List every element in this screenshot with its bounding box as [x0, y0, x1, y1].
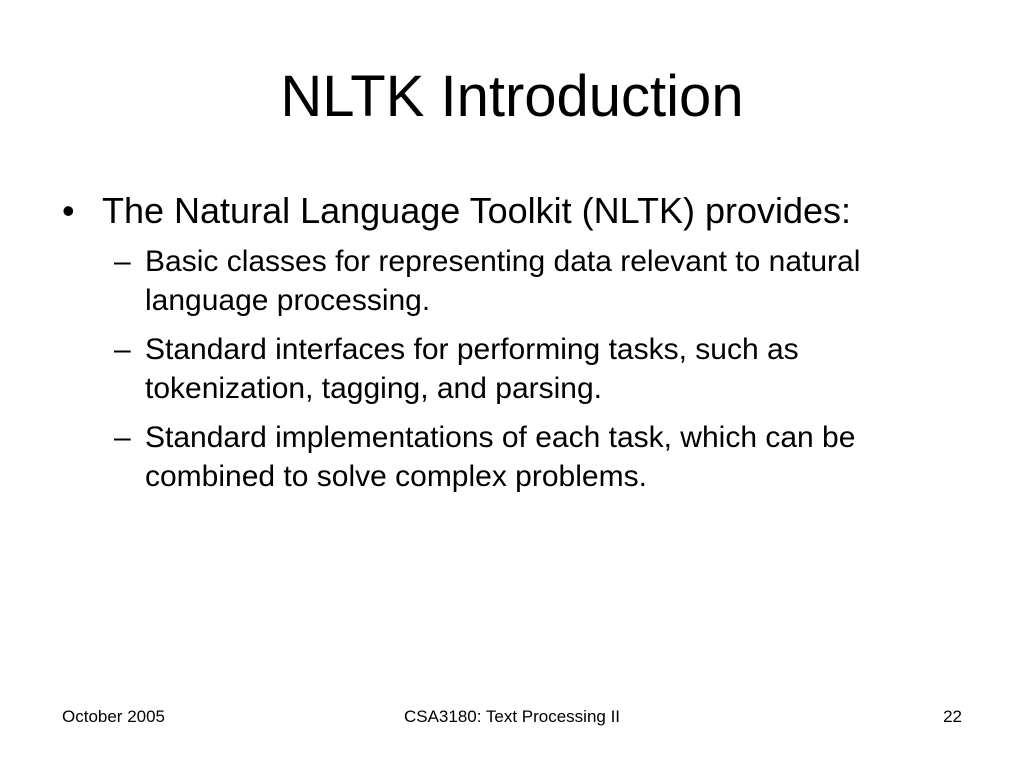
sub-bullet-item — [114, 330, 982, 408]
sub-bullet-item — [114, 242, 982, 320]
bullet-item — [62, 188, 982, 234]
sub-bullet-marker: – — [114, 245, 131, 278]
sub-bullet-list — [62, 242, 982, 496]
sub-bullet-text: Standard implementations of each task, which can be combined to solve complex problems. — [145, 421, 856, 493]
bullet-marker: • — [62, 190, 75, 231]
bullet-text: The Natural Language Toolkit (NLTK) provides: — [102, 190, 852, 231]
footer-date: October 2005 — [62, 707, 166, 726]
footer-page-number: 22 — [943, 707, 962, 726]
sub-bullet-text: Basic classes for representing data relevant to natural language processing. — [145, 245, 861, 317]
sub-bullet-marker: – — [114, 421, 131, 454]
sub-bullet-text: Standard interfaces for performing tasks, such as tokenization, tagging, and parsing. — [145, 333, 799, 405]
sub-bullet-marker: – — [114, 333, 131, 366]
sub-bullet-item — [114, 418, 982, 496]
footer-course: CSA3180: Text Processing II — [403, 707, 621, 726]
slide-title: NLTK Introduction — [280, 64, 744, 129]
slide-body — [62, 188, 982, 506]
